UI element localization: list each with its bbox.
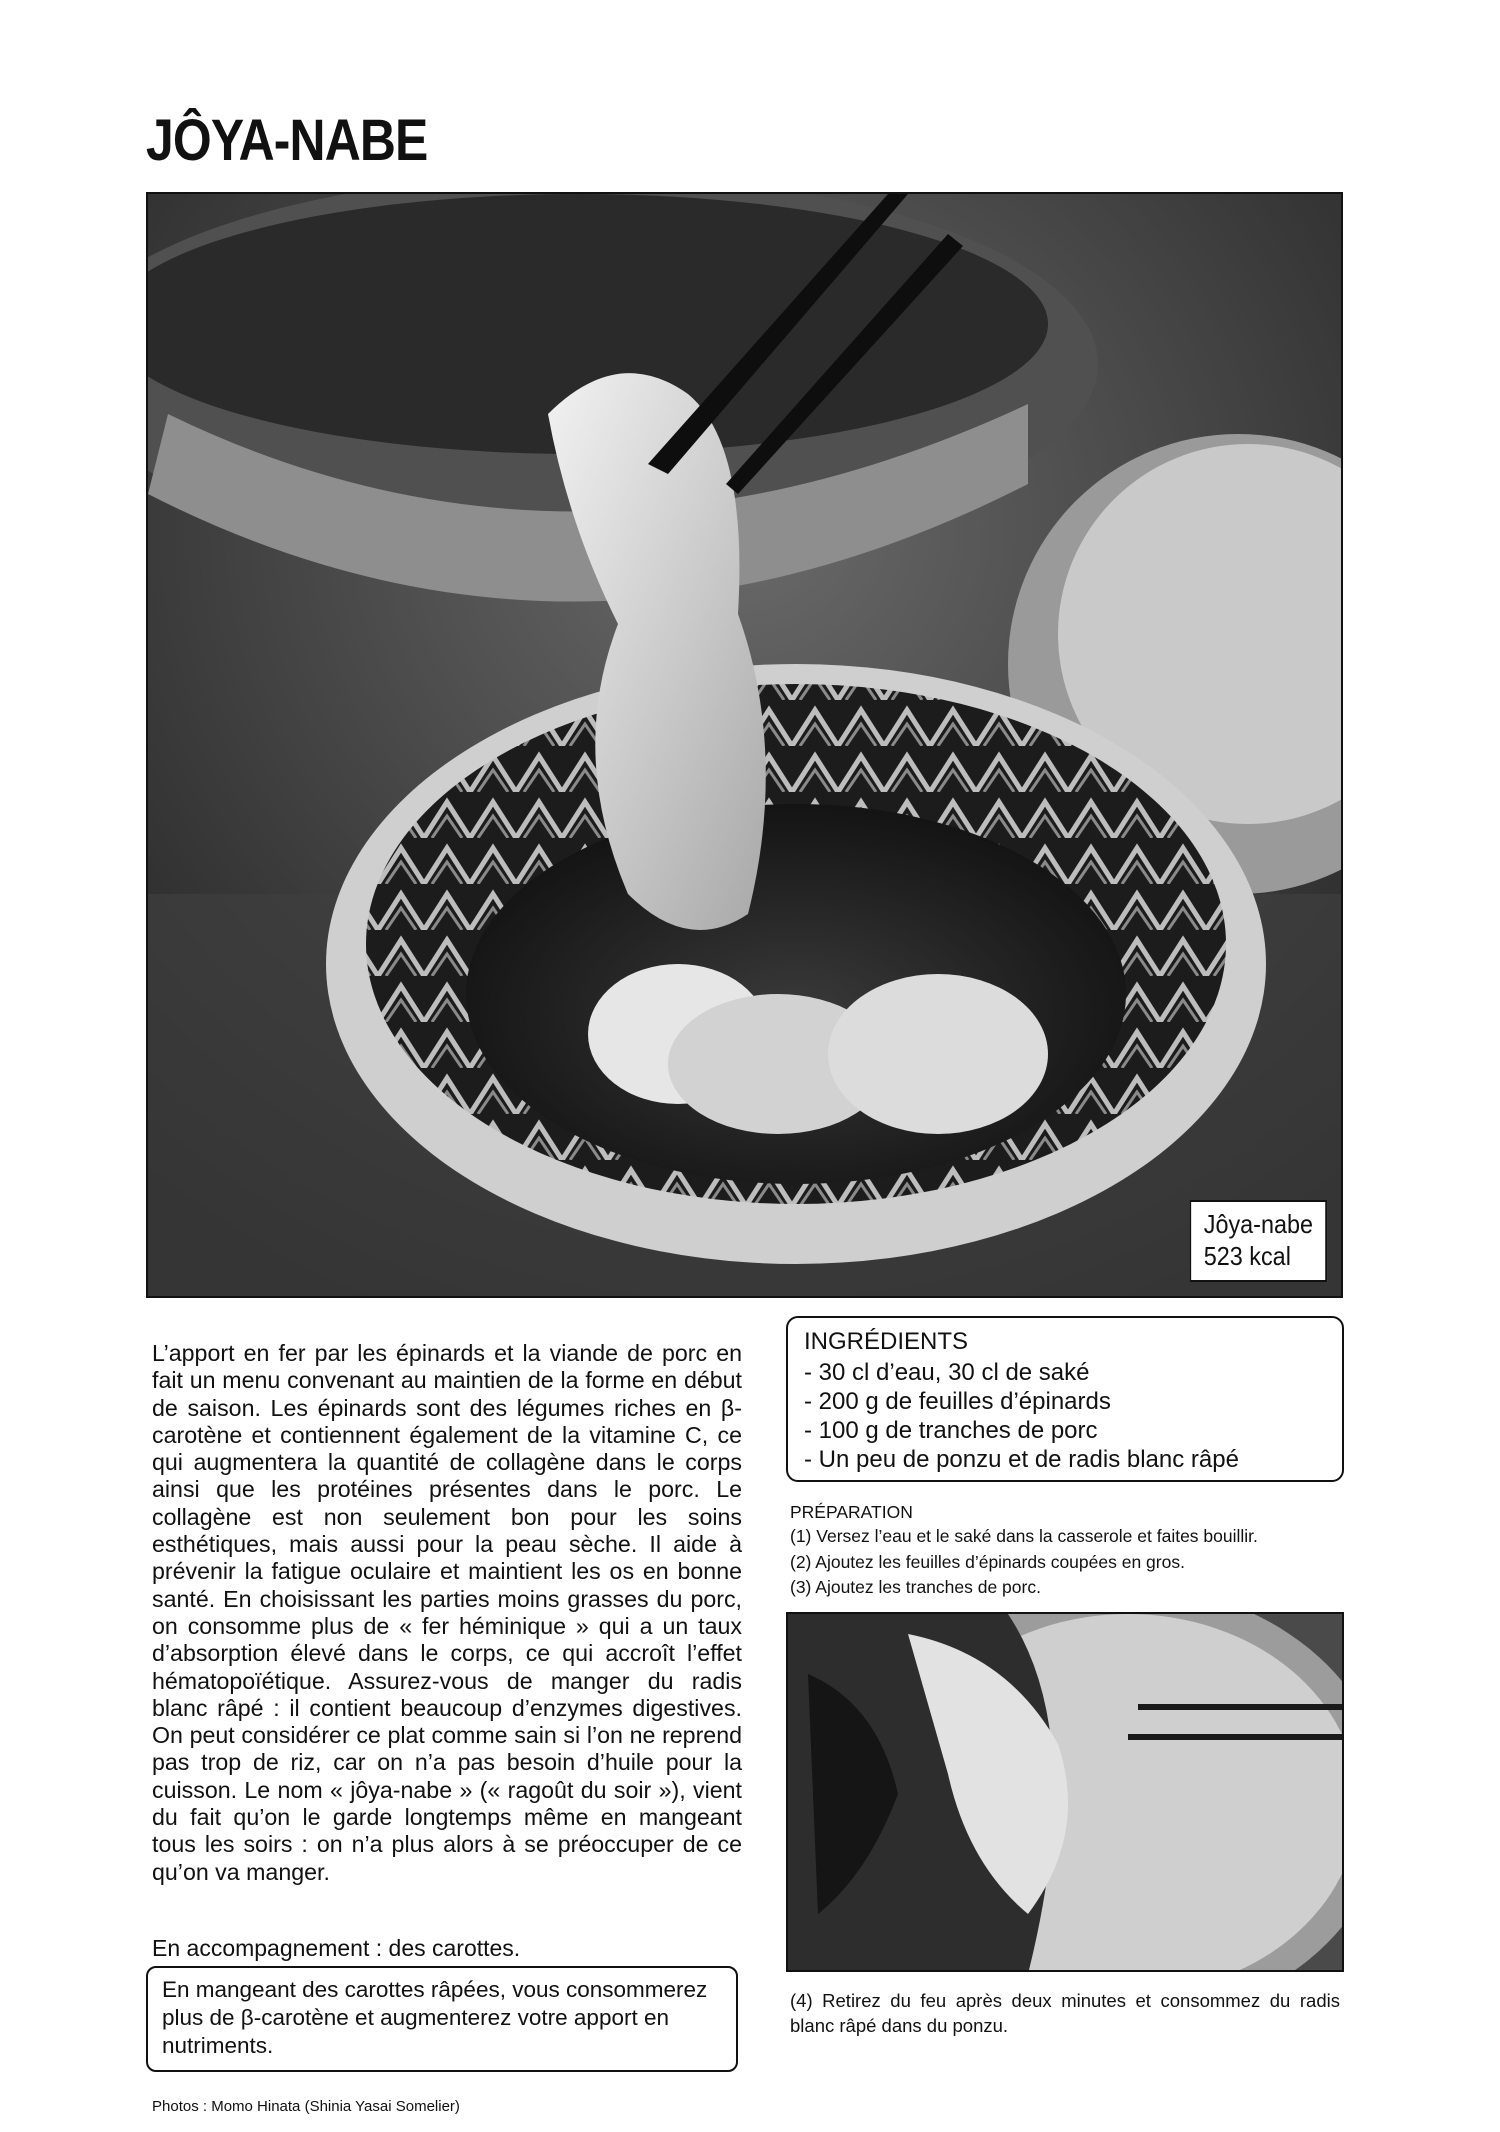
kcal-value: 523 kcal — [1203, 1241, 1291, 1271]
dish-name: Jôya-nabe — [1203, 1209, 1313, 1239]
preparation-step: (2) Ajoutez les feuilles d’épinards coupées en gros. — [790, 1551, 1185, 1572]
ingredient-item: - 30 cl d’eau, 30 cl de saké — [804, 1359, 1090, 1386]
preparation-final-step: (4) Retirez du feu après deux minutes et consommez du radis blanc râpé dans du ponzu. — [790, 1990, 1340, 2036]
preparation-step: (3) Ajoutez les tranches de porc. — [790, 1577, 1041, 1597]
cooking-photo-illustration — [788, 1614, 1344, 1972]
calorie-label — [1189, 1200, 1327, 1282]
photo-credit: Photos : Momo Hinata (Shinia Yasai Somelier) — [152, 2098, 460, 2115]
ingredient-item: - Un peu de ponzu et de radis blanc râpé — [804, 1446, 1239, 1473]
hero-photo — [146, 192, 1343, 1298]
cooking-photo — [786, 1612, 1344, 1972]
tip-box: En mangeant des carottes râpées, vous consommerez plus de β-carotène et augmenterez votre apport en nutriments. — [146, 1966, 738, 2072]
hero-photo-illustration — [148, 194, 1343, 1298]
ingredients-list — [804, 1358, 1328, 1474]
ingredients-title: INGRÉDIENTS — [804, 1328, 969, 1355]
ingredients-box — [786, 1316, 1344, 1482]
preparation-section — [790, 1500, 1350, 1601]
page-title: JÔYA-NABE — [146, 108, 428, 173]
ingredient-item: - 200 g de feuilles d’épinards — [804, 1388, 1111, 1415]
ingredient-item: - 100 g de tranches de porc — [804, 1417, 1098, 1444]
preparation-title: PRÉPARATION — [790, 1502, 913, 1522]
intro-paragraph: L’apport en fer par les épinards et la viande de porc en fait un menu convenant au maintien de la forme en début de saison. Les épinards sont des légumes riches en β-carotène et contiennent également de la vitamine C, ce qui augmentera la quantité de collagène dans le corps ainsi que les protéines présentes dans le porc. Le collagène est non seulement bon pour les soins esthétiques, mais aussi pour la peau sèche. Il aide à prévenir la fatigue oculaire et maintient les os en bonne santé. En choisissant les parties moins grasses du porc, on consomme plus de « fer héminique » qui a un taux d’absorption élevé dans le corps, ce qui accroît l’effet hématopoïétique. Assurez-vous de manger du radis blanc râpé : il contient beaucoup d’enzymes digestives. On peut considérer ce plat comme sain si l’on ne reprend pas trop de riz, car on n’a pas besoin d’huile pour la cuisson. Le nom « jôya-nabe » (« ragoût du soir »), vient du fait qu’on le garde longtemps même en mangeant tous les soirs : on n’a plus alors à se préoccuper de ce qu’on va manger. — [152, 1340, 742, 1885]
accompaniment-line: En accompagnement : des carottes. — [152, 1935, 521, 1961]
preparation-step: (1) Versez l’eau et le saké dans la casserole et faites bouillir. — [790, 1526, 1258, 1546]
preparation-steps — [790, 1524, 1350, 1601]
